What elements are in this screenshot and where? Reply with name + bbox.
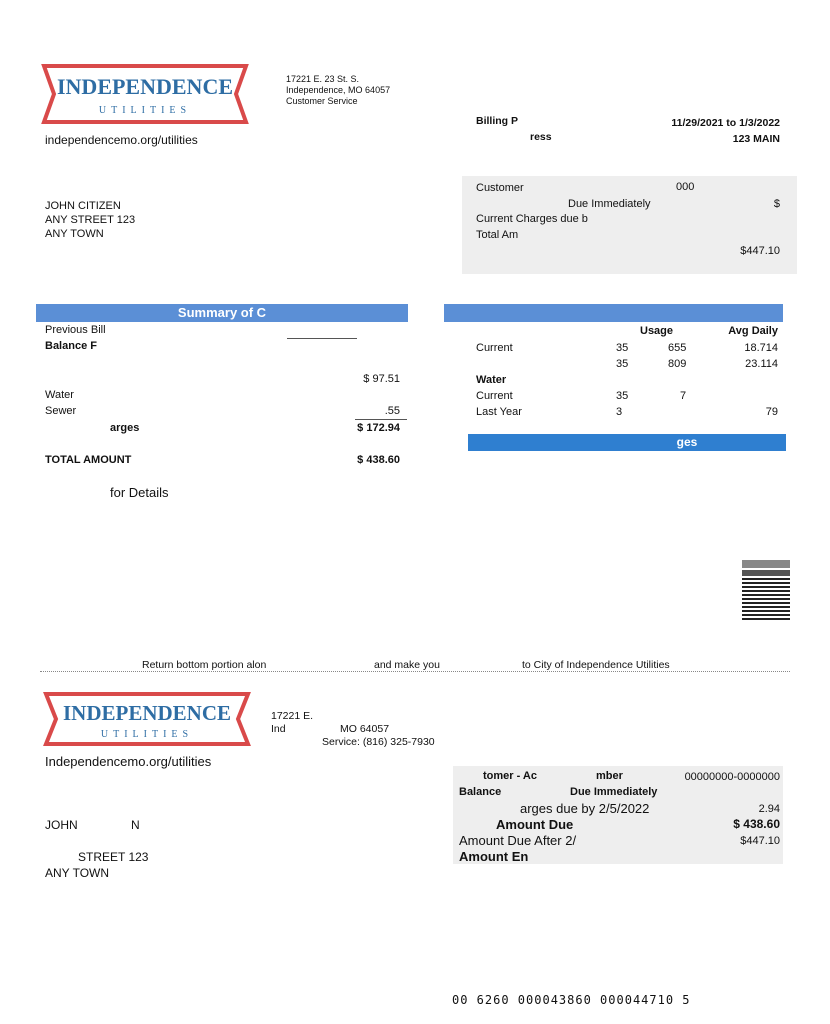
total-amount-label: Total Am [476,229,519,241]
stub-amount-due-label: Amount Due [496,817,574,832]
stub-amount-enclosed-label: Amount En [459,849,529,864]
water-row-avg: 79 [765,406,778,418]
current-charges-label: Current Charges due b [476,213,588,225]
stub-customer-street: STREET 123 [78,850,149,864]
mailing-address [45,199,135,241]
stub-customer-name-end: N [131,818,140,832]
usage-col-avg: Avg Daily [728,325,778,337]
utility-logo [40,62,250,126]
usage-header [444,304,783,322]
see-details-label: for Details [110,485,169,500]
stub-amount-due-value: $ 438.60 [733,817,780,831]
customer-town: ANY TOWN [45,228,104,240]
stub-account-value: 00000000-0000000 [684,771,780,783]
amount-after-value: $447.10 [740,245,780,257]
address-line-3: Customer Service [286,96,358,106]
usage-footer-bar [468,434,786,451]
service-address-value: 123 MAIN [732,133,780,145]
stub-current-charges-label: arges due by 2/5/2022 [520,801,650,816]
account-row-label: Customer [476,182,524,194]
stub-website-link[interactable]: Independencemo.org/utilities [45,754,212,769]
water-heading: Water [476,374,507,386]
due-immediately-value: $ [773,198,780,210]
stub-amount-after-label: Amount Due After 2/ [459,833,577,848]
billing-period-value: 11/29/2021 to 1/3/2022 [671,117,780,129]
ocr-scan-line: 00 6260 000043860 000044710 5 [452,993,691,1007]
logo-subtitle: UTILITIES [98,105,192,116]
stub-balance-label: Balance [459,786,502,798]
logo-subtitle: UTILITIES [100,729,194,740]
total-amount-label: TOTAL AMOUNT [45,454,132,466]
stub-account-label: tomer - Ac [483,770,537,782]
return-text-left: Return bottom portion alon [142,659,267,671]
previous-bill-label: Previous Bill [45,324,106,336]
logo-wordmark: INDEPENDENCE [62,701,232,725]
logo-wordmark: INDEPENDENCE [56,74,234,99]
usage-row-usage: 809 [668,358,687,370]
stub-current-charges-value: 2.94 [758,803,780,815]
sewer-value: .55 [384,405,400,417]
stub-address-line-2b: MO 64057 [340,723,390,735]
sewer-label: Sewer [45,405,77,417]
current-charges-value: $ 172.94 [357,422,400,434]
current-charges-label: arges [110,422,140,434]
stub-account-label-end: mber [596,770,623,782]
due-immediately-label: Due Immediately [568,198,651,210]
water-row-label: Last Year [476,406,522,418]
summary-header: Summary of C [36,304,408,322]
stub-customer-town: ANY TOWN [45,866,110,880]
summary-line3-value: $ 97.51 [363,373,400,385]
customer-name: JOHN CITIZEN [45,200,121,212]
website-link[interactable]: independencemo.org/utilities [45,133,198,147]
subtotal-rule [355,419,407,420]
usage-row-avg: 23.114 [745,358,778,370]
total-amount-value: $ 438.60 [357,454,400,466]
usage-row-usage: 655 [668,342,687,354]
utility-address [286,74,390,107]
usage-row-days: 35 [616,358,629,370]
stub-address-line-2: Ind [271,723,286,735]
usage-footer-text: ges [676,435,698,449]
stub-address-line-1: 17221 E. [271,710,314,722]
usage-row-days: 35 [616,342,629,354]
barcode-icon [742,560,790,620]
stub-address-line-3: Service: (816) 325-7930 [322,736,435,748]
water-row-label: Current [476,390,513,402]
balance-forward-label: Balance F [45,340,97,352]
summary-divider [287,338,357,339]
water-row-days: 3 [616,406,623,418]
water-row-usage: 7 [680,390,687,402]
service-address-label: ress [530,131,552,143]
stub-customer-name: JOHN [45,818,78,832]
stub-balance-label-end: Due Immediately [570,786,658,798]
address-line-1: 17221 E. 23 St. S. [286,74,360,84]
utility-logo-stub [42,690,252,748]
usage-row-label: Current [476,342,513,354]
water-row-days: 35 [616,390,629,402]
return-text-mid: and make you [374,659,440,671]
stub-amount-after-value: $447.10 [740,835,780,847]
usage-row-avg: 18.714 [744,342,778,354]
customer-street: ANY STREET 123 [45,214,136,226]
address-line-2: Independence, MO 64057 [286,85,391,95]
usage-col-usage: Usage [640,325,674,337]
return-text-right: to City of Independence Utilities [522,659,670,671]
account-row-value: 000 [676,181,695,193]
billing-period-label: Billing P [476,115,518,127]
water-label: Water [45,389,74,401]
